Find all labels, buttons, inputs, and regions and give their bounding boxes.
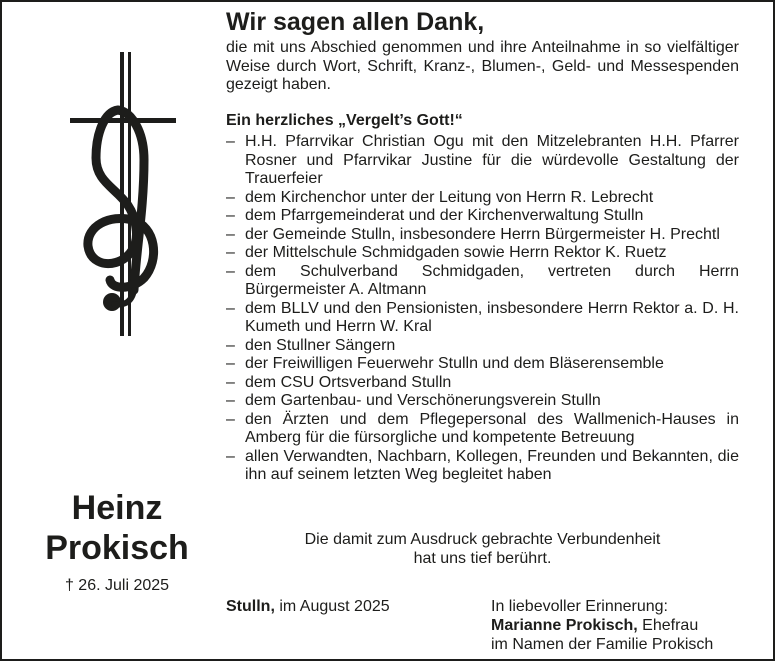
dash-bullet: – (226, 392, 235, 409)
closing-line: Die damit zum Ausdruck gebrachte Verbundenheit (304, 531, 661, 548)
list-item-text: dem Schulverband Schmidgaden, vertreten durch Herrn Bürgermeister A. Altmann (245, 262, 739, 298)
list-item-text: dem Gartenbau- und Verschönerungsverein Stulln (245, 392, 601, 409)
list-item-text: dem BLLV und den Pensionisten, insbesondere Herrn Rektor a. D. H. Kumeth und Herrn W. Kral (245, 299, 739, 335)
signature-intro: In liebevoller Erinnerung: (491, 598, 668, 615)
list-item (226, 448, 739, 485)
list-item-text: dem Pfarrgemeinderat und der Kirchenverwaltung Stulln (245, 207, 644, 224)
notice-intro: die mit uns Abschied genommen und ihre Anteilnahme in so vielfältiger Weise durch Wort, Schrift, Kranz-, Blumen-, Geld- und Messespenden gezeigt haben. (226, 39, 739, 93)
list-item (226, 374, 739, 393)
deceased-first-name: Heinz (71, 489, 163, 527)
death-date: † 26. Juli 2025 (64, 577, 170, 594)
dash-bullet: – (226, 447, 235, 465)
dash-bullet: – (226, 188, 235, 206)
closing-line: hat uns tief berührt. (413, 550, 552, 567)
notice-date: im August 2025 (279, 598, 390, 615)
signer-name: Marianne Prokisch, (491, 617, 638, 634)
deceased-last-name: Prokisch (45, 529, 189, 567)
closing-text (226, 530, 739, 568)
dash-bullet: – (226, 336, 235, 354)
list-item (226, 411, 739, 448)
dash-bullet: – (226, 373, 235, 391)
list-item (226, 392, 739, 411)
list-item-text: dem CSU Ortsverband Stulln (245, 373, 452, 391)
dash-bullet: – (226, 262, 235, 280)
list-item (226, 207, 739, 226)
list-item-text: der Gemeinde Stulln, insbesondere Herrn Bürgermeister H. Prechtl (245, 225, 720, 243)
cross-with-treble-clef-icon (62, 50, 182, 340)
dash-bullet: – (226, 355, 235, 372)
list-item-text: den Stullner Sängern (245, 336, 396, 354)
thanks-heading: Ein herzliches „Vergelt’s Gott!“ (226, 112, 463, 129)
notice-headline: Wir sagen allen Dank, (226, 8, 485, 36)
list-item-text: der Freiwilligen Feuerwehr Stulln und dem Bläserensemble (245, 355, 664, 372)
signature-line (491, 616, 713, 635)
dash-bullet: – (226, 410, 235, 428)
signer-role: Ehefrau (642, 617, 699, 634)
signature-block (491, 597, 713, 654)
dash-bullet: – (226, 225, 235, 243)
list-item (226, 300, 739, 337)
list-item-text: den Ärzten und dem Pflegepersonal des Wallmenich-Hauses in Amberg für die fürsorgliche und kompetente Betreuung (245, 410, 739, 446)
list-item (226, 226, 739, 245)
dash-bullet: – (226, 299, 235, 317)
list-item-text: allen Verwandten, Nachbarn, Kollegen, Freunden und Bekannten, die ihn auf seinem letzten Weg begleitet haben (245, 447, 739, 483)
dash-bullet: – (226, 207, 235, 224)
list-item (226, 189, 739, 208)
thanks-list (226, 133, 739, 485)
list-item-text: H.H. Pfarrvikar Christian Ogu mit den Mitzelebranten H.H. Pfarrer Rosner und Pfarrvikar Justine für die würdevolle Gestaltung der Trauerfeier (245, 133, 739, 187)
place-name: Stulln, (226, 598, 275, 615)
list-item-text: dem Kirchenchor unter der Leitung von Herrn R. Lebrecht (245, 188, 654, 206)
list-item (226, 133, 739, 189)
list-item-text: der Mittelschule Schmidgaden sowie Herrn Rektor K. Ruetz (245, 244, 667, 261)
signature-family: im Namen der Familie Prokisch (491, 636, 714, 653)
list-item (226, 337, 739, 356)
list-item (226, 244, 739, 263)
place-and-date (226, 597, 390, 617)
dash-bullet: – (226, 244, 235, 261)
list-item (226, 355, 739, 374)
list-item (226, 263, 739, 300)
dash-bullet: – (226, 133, 235, 150)
